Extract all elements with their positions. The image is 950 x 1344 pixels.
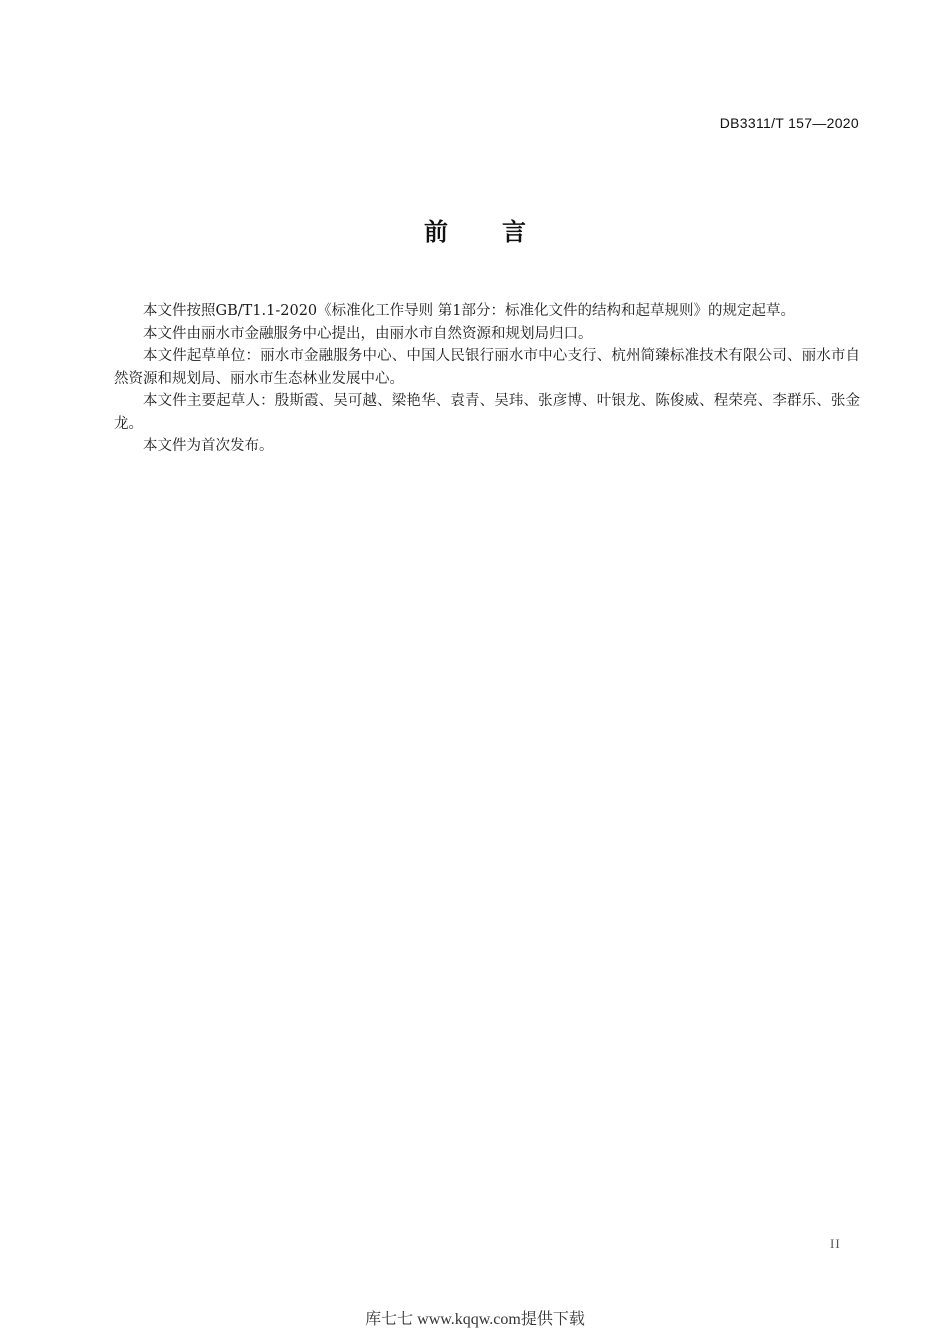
page-title xyxy=(0,212,950,247)
document-code: DB3311/T 157—2020 xyxy=(719,115,859,131)
title-char-2: 言 xyxy=(502,218,526,246)
paragraph-drafters: 本文件主要起草人：殷斯霞、吴可越、梁艳华、袁青、吴玮、张彦博、叶银龙、陈俊威、程荣亮、李群乐、张金龙。 xyxy=(114,393,860,432)
download-watermark: 库七七 www.kqqw.com提供下载 xyxy=(365,1311,585,1328)
paragraph-proposer: 本文件由丽水市金融服务中心提出，由丽水市自然资源和规划局归口。 xyxy=(143,325,593,342)
paragraph-drafting-units: 本文件起草单位：丽水市金融服务中心、中国人民银行丽水市中心支行、杭州简臻标准技术有限公司、丽水市自然资源和规划局、丽水市生态林业发展中心。 xyxy=(114,348,860,387)
foreword-body xyxy=(114,300,860,458)
page-number: II xyxy=(830,1236,841,1251)
title-char-1: 前 xyxy=(424,218,448,246)
paragraph-drafting-rules: 本文件按照GB/T1.1-2020《标准化工作导则 第1部分：标准化文件的结构和起草规则》的规定起草。 xyxy=(143,303,795,319)
paragraph-first-release: 本文件为首次发布。 xyxy=(143,438,274,454)
